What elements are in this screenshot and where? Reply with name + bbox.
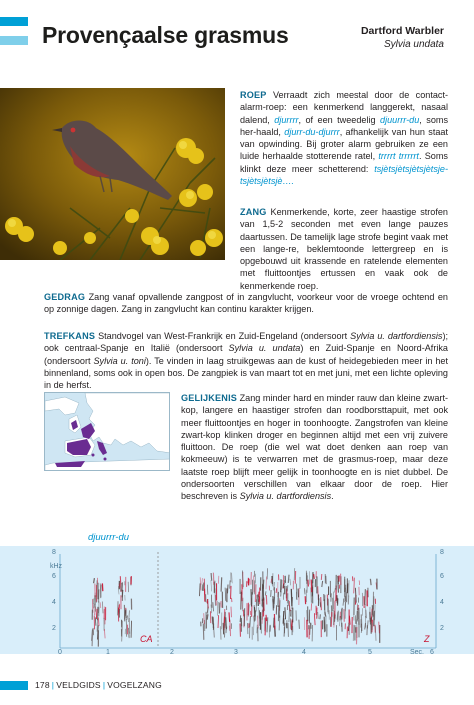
sonogram-trace xyxy=(207,614,208,619)
sonogram-trace xyxy=(290,618,291,629)
sonogram-trace xyxy=(354,578,355,594)
sonogram-trace xyxy=(204,613,205,624)
sonogram-trace xyxy=(338,576,339,584)
sonogram-trace xyxy=(203,624,204,640)
sonogram-trace xyxy=(287,585,288,591)
page-number: 178 xyxy=(35,680,50,690)
sonogram-trace xyxy=(207,585,208,595)
sonogram-trace xyxy=(353,625,354,641)
sonogram-trace xyxy=(274,614,275,629)
z-marker: Z xyxy=(424,634,430,644)
roep-text: , afhankelijk van hun staat van opwinding. Bij groter alarm gebruiken ze een luide herhaalde stotterende ratel, xyxy=(240,126,448,162)
sonogram xyxy=(0,546,474,654)
sonogram-trace xyxy=(285,607,286,619)
sonogram-trace xyxy=(203,583,204,591)
sonogram-trace xyxy=(373,596,374,611)
y-unit-label: kHz xyxy=(50,563,63,570)
gelijkenis-heading: GELIJKENIS xyxy=(181,393,238,403)
sonogram-trace xyxy=(290,579,291,585)
roep-call-3: djurr-du-djurrr xyxy=(284,126,340,137)
gelijkenis-section xyxy=(181,392,448,503)
sonogram-trace xyxy=(274,582,275,590)
sonogram-trace xyxy=(251,589,252,606)
sonogram-trace xyxy=(202,578,203,585)
sonogram-trace xyxy=(258,616,259,629)
roep-section xyxy=(240,89,448,187)
y-tick-left: 8 xyxy=(52,549,56,556)
trefkans-text: ) en Zuid-Spanje en Noord-Afrika (ondersoort xyxy=(44,343,448,366)
sonogram-trace xyxy=(331,593,332,601)
sonogram-trace xyxy=(219,602,220,614)
x-tick: 1 xyxy=(106,649,110,654)
x-tick: 6 xyxy=(430,649,434,654)
sonogram-trace xyxy=(314,574,315,579)
sonogram-trace xyxy=(365,589,366,605)
subspecies-name: Sylvia u. dartfordiensis xyxy=(239,491,332,502)
sonogram-trace xyxy=(225,588,226,601)
sonogram-trace xyxy=(207,599,208,603)
sonogram-trace xyxy=(98,617,99,626)
y-tick-right: 8 xyxy=(440,549,444,556)
sonogram-trace xyxy=(335,588,336,592)
sonogram-trace xyxy=(214,581,215,593)
sonogram-trace xyxy=(123,590,124,597)
zang-heading: ZANG xyxy=(240,207,267,217)
subspecies-name: Sylvia u. toni xyxy=(93,355,146,366)
roep-call-1: djurrrr xyxy=(274,114,299,125)
sonogram-trace xyxy=(314,613,315,625)
sonogram-trace xyxy=(370,579,371,585)
sonogram-trace xyxy=(250,616,251,627)
sonogram-trace xyxy=(211,573,212,581)
sonogram-trace xyxy=(263,597,264,612)
roep-text: , of een tweedelig xyxy=(298,114,381,125)
sonogram-trace xyxy=(266,591,267,595)
sonogram-trace xyxy=(271,579,272,583)
sonogram-trace xyxy=(200,583,201,596)
zang-section xyxy=(240,206,448,292)
sonogram-trace xyxy=(283,584,284,588)
trefkans-heading: TREFKANS xyxy=(44,331,96,341)
sonogram-trace xyxy=(93,628,94,635)
sonogram-trace xyxy=(322,581,323,587)
sonogram-trace xyxy=(269,625,270,638)
y-tick-right: 6 xyxy=(440,573,444,580)
sonogram-trace xyxy=(104,629,105,638)
sonogram-trace xyxy=(265,618,266,636)
sonogram-trace xyxy=(367,625,368,635)
x-unit-label: Sec. xyxy=(410,649,425,654)
roep-call-2: djuurrr-du xyxy=(380,114,420,125)
sonogram-trace xyxy=(229,612,230,622)
sonogram-trace xyxy=(213,602,214,611)
gedrag-heading: GEDRAG xyxy=(44,292,86,302)
sonogram-trace xyxy=(253,622,254,635)
sonogram-trace xyxy=(102,602,103,614)
gelijkenis-text: . xyxy=(331,491,334,502)
sonogram-trace xyxy=(218,615,219,628)
sonogram-trace xyxy=(228,585,229,594)
bird-photo xyxy=(0,88,225,260)
footer-accent-bar xyxy=(0,681,28,690)
sonogram-trace xyxy=(211,580,212,591)
sonogram-trace xyxy=(223,623,224,635)
y-tick-left: 2 xyxy=(52,625,56,632)
subspecies-name: Sylvia u. undata xyxy=(228,343,301,354)
sonogram-trace xyxy=(306,590,307,603)
roep-call-5: tsjètsjètsjètsjètsje-tsjètsjètsjè…. xyxy=(240,163,448,187)
sonogram-trace xyxy=(379,622,380,634)
zang-text: Kenmerkende, korte, zeer haastige strofen van 1,5-2 seconden met even lange pauzes daartussen. De tamelijk lage strofe begint vaak met een lange-re, beklemtoonde lettergreep en is opgebouwd uit krassende en ratelende elementen met fluittoontjes ertussen en vaak ook de kenmerkende roep. xyxy=(240,207,448,291)
page-title: Provençaalse grasmus xyxy=(42,22,289,48)
x-tick: 2 xyxy=(170,649,174,654)
sonogram-trace xyxy=(279,600,280,618)
trefkans-section xyxy=(44,330,448,391)
y-tick-left: 4 xyxy=(52,599,56,606)
sonogram-trace xyxy=(331,612,332,627)
sonogram-trace xyxy=(281,580,282,591)
sonogram-trace xyxy=(231,598,232,602)
gelijkenis-text: Zang minder hard en minder rauw dan kleine zwart-kop, langere en haastiger strofen dan roodborsttapuit, met ook meer fluittoontjes en hoger in toonhoogte. Zangstrofen van kleine zwart-kop klinken droger en beginnen altijd met een vrij zuivere fluittoon. De roep (die wel wat doet denken aan roep van kokmeeuw) is te verwarren met de grasmus-roep, maar deze laatste roep blijft meer gelijk in toonhoogte en is niet dubbel. De ondersoorten verschillen van elkaar door de roep. Hier beschreven is xyxy=(181,393,448,502)
english-name: Dartford Warbler xyxy=(360,25,444,37)
sonogram-trace xyxy=(350,616,351,625)
sonogram-trace xyxy=(211,605,212,614)
sonogram-trace xyxy=(276,588,277,593)
range-map xyxy=(44,392,170,471)
footer xyxy=(35,680,162,690)
sonogram-trace xyxy=(213,617,214,629)
sonogram-trace xyxy=(262,584,263,601)
sonogram-trace xyxy=(224,609,225,623)
sonogram-trace xyxy=(296,584,297,600)
sonogram-trace xyxy=(311,580,312,593)
sonogram-trace xyxy=(266,595,267,605)
trefkans-text: ); ook centraal-Spanje en Italië (ondersoort xyxy=(44,331,449,354)
roep-text: , soms her-haald, xyxy=(240,114,448,137)
header-accent-bar xyxy=(0,17,28,26)
sonogram-trace xyxy=(230,620,231,637)
sonogram-call-label: djuurrr-du xyxy=(88,532,130,543)
x-tick: 3 xyxy=(234,649,238,654)
footer-separator: | xyxy=(102,680,106,690)
roep-text: . Soms klinkt deze meer schetterend: xyxy=(240,151,448,174)
sonogram-trace xyxy=(226,617,227,629)
sonogram-trace xyxy=(292,619,293,627)
sonogram-trace xyxy=(345,588,346,602)
sonogram-trace xyxy=(335,615,336,622)
x-tick: 4 xyxy=(302,649,306,654)
sonogram-trace xyxy=(213,573,214,585)
sonogram-trace xyxy=(274,597,275,609)
gedrag-text: Zang vanaf opvallende zangpost of in zangvlucht, voorkeur voor de vroege ochtend en op zonnige dagen. Zang in zangvlucht kan continu karakter krijgen. xyxy=(44,292,448,315)
sonogram-trace xyxy=(310,623,311,635)
header-accent-bar-light xyxy=(0,36,28,45)
footer-section: VELDGIDS xyxy=(56,680,101,690)
y-tick-right: 4 xyxy=(440,599,444,606)
sonogram-trace xyxy=(291,589,292,606)
sonogram-trace xyxy=(221,577,222,591)
sonogram-trace xyxy=(127,616,128,620)
sonogram-trace xyxy=(232,573,233,583)
sonogram-trace xyxy=(339,621,340,626)
sonogram-trace xyxy=(121,583,122,592)
sonogram-trace xyxy=(338,611,339,622)
sonogram-trace xyxy=(94,578,95,583)
sonogram-trace xyxy=(339,585,340,589)
footer-chapter: VOGELZANG xyxy=(107,680,162,690)
x-tick: 5 xyxy=(368,649,372,654)
sonogram-trace xyxy=(96,609,97,619)
sonogram-trace xyxy=(343,599,344,606)
sonogram-trace xyxy=(261,616,262,633)
sonogram-trace xyxy=(240,615,241,622)
trefkans-text: Standvogel van West-Frankrijk en Zuid-Engeland (ondersoort xyxy=(98,331,351,341)
sonogram-trace xyxy=(95,617,96,625)
sonogram-trace xyxy=(289,605,290,622)
sonogram-trace xyxy=(359,580,360,585)
sonogram-trace xyxy=(349,625,350,631)
sonogram-trace xyxy=(294,568,295,580)
sonogram-trace xyxy=(321,597,322,610)
gedrag-section xyxy=(44,291,448,316)
y-tick-left: 6 xyxy=(52,573,56,580)
latin-name: Sylvia undata xyxy=(383,39,444,50)
sonogram-trace xyxy=(278,606,279,622)
y-tick-right: 2 xyxy=(440,625,444,632)
sonogram-trace xyxy=(255,574,256,584)
sonogram-trace xyxy=(267,617,268,632)
x-tick: 0 xyxy=(58,649,62,654)
sonogram-traces xyxy=(92,568,380,647)
sonogram-trace xyxy=(220,626,221,639)
roep-call-4: trrrrt trrrrrt xyxy=(378,151,419,162)
roep-heading: ROEP xyxy=(240,90,267,100)
sonogram-trace xyxy=(255,584,256,602)
sonogram-trace xyxy=(321,574,322,580)
sonogram-trace xyxy=(126,619,127,637)
sonogram-trace xyxy=(258,595,259,607)
trefkans-text: ). Te vinden in laag struikgewas aan de kust of heidegebieden meer in het binnenland, soms ook in open bos. De zangpiek is van maart tot en met juni, met een lichte opleving in de herfst. xyxy=(44,355,449,391)
sonogram-trace xyxy=(100,602,101,608)
ca-marker: CA xyxy=(140,634,153,644)
sonogram-trace xyxy=(324,617,325,633)
sonogram-trace xyxy=(375,626,376,641)
footer-separator: | xyxy=(51,680,55,690)
sonogram-trace xyxy=(304,588,305,594)
sonogram-trace xyxy=(208,601,209,609)
roep-text: Verraadt zich meestal door de contact-alarm-roep: een kenmerkend langgerekt, nasaal dalend, xyxy=(240,90,449,125)
subspecies-name: Sylvia u. dartfordiensis xyxy=(350,331,443,341)
sonogram-trace xyxy=(288,575,289,583)
